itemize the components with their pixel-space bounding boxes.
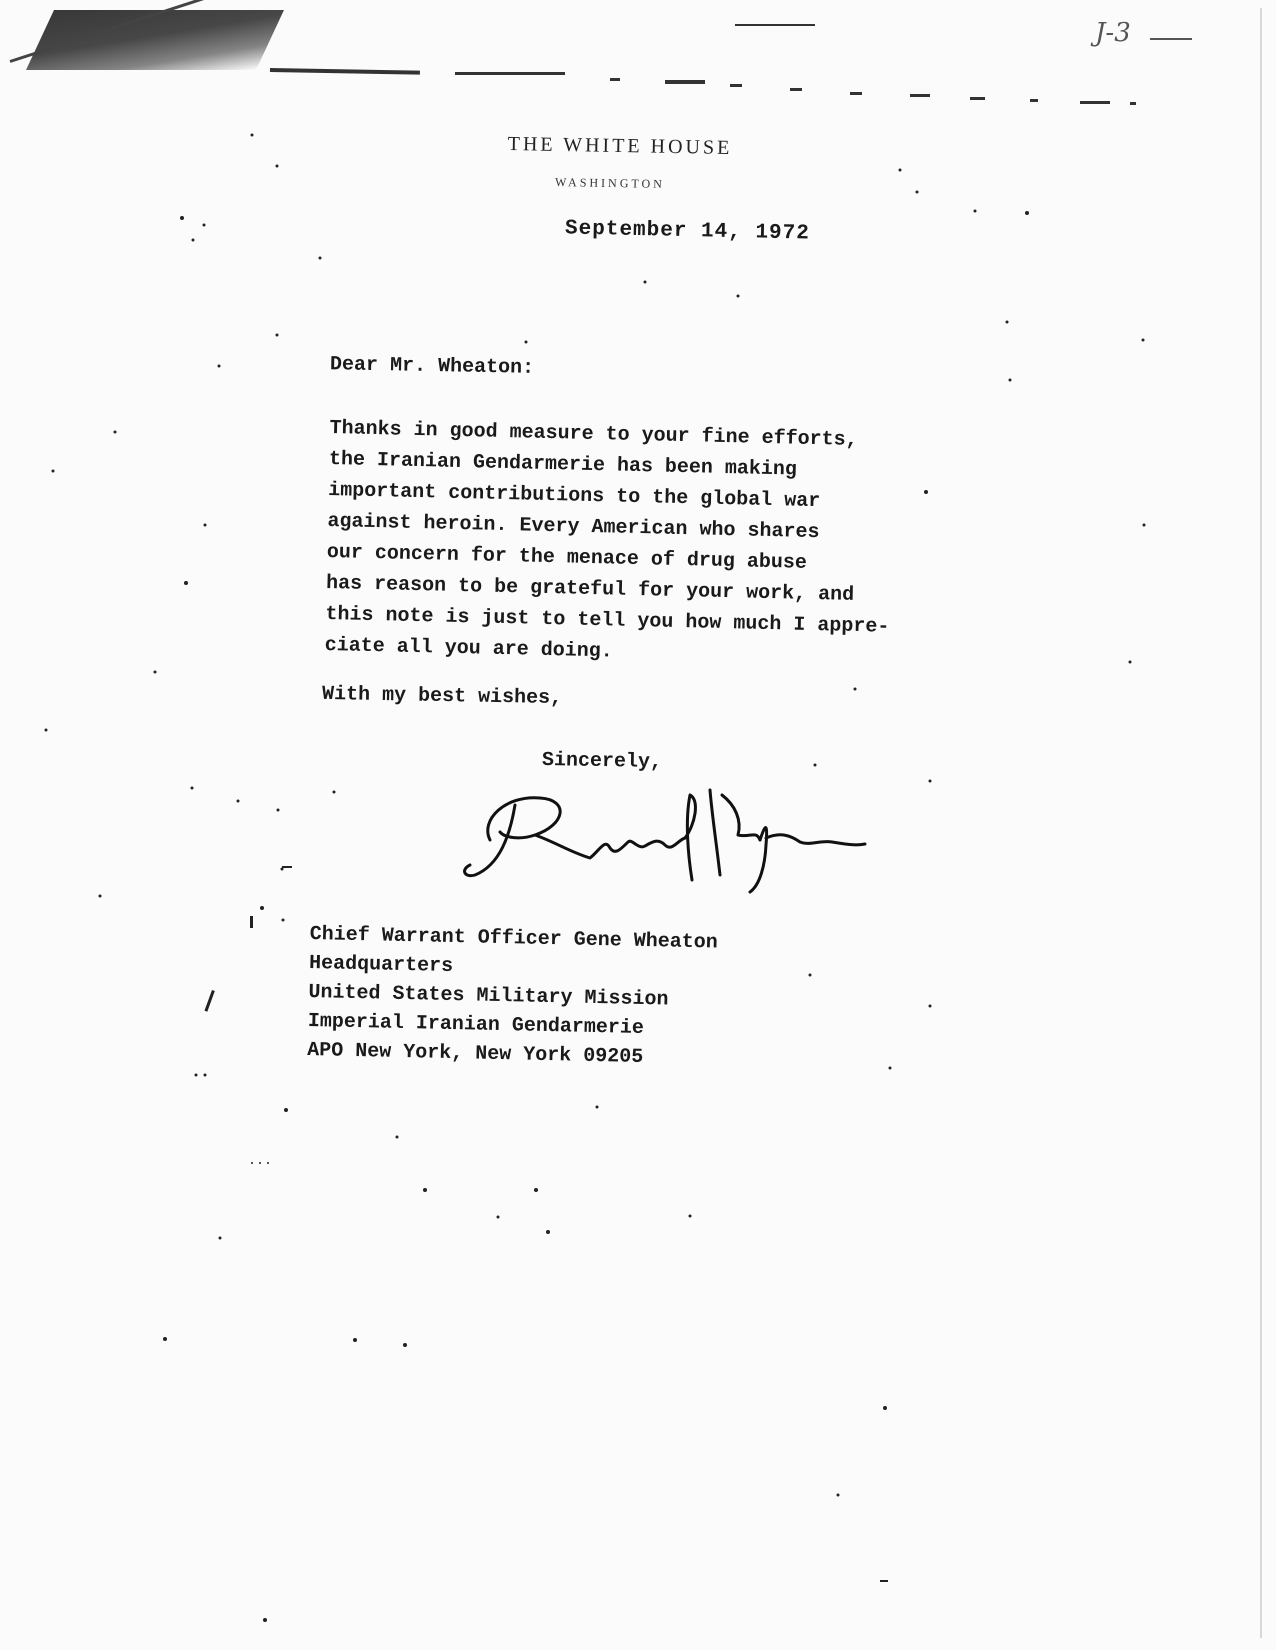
handwritten-signature <box>460 780 880 900</box>
body-line: this note is just to tell you how much I appre- <box>325 602 890 639</box>
top-dash <box>735 24 815 26</box>
scan-edge <box>1260 8 1262 1638</box>
body-line: Thanks in good measure to your fine efforts, <box>329 416 858 452</box>
scan-dash-artifacts <box>250 68 1200 108</box>
address-line: United States Military Mission <box>308 980 669 1012</box>
letter-body <box>324 413 969 675</box>
closing: With my best wishes, <box>321 682 563 711</box>
body-line: the Iranian Gendarmerie has been making <box>328 447 798 482</box>
body-line: our concern for the menace of drug abuse <box>326 540 808 575</box>
page-mark-underline <box>1150 38 1192 40</box>
scan-smudge <box>26 10 284 70</box>
body-line: has reason to be grateful for your work, and <box>325 571 855 607</box>
letter-date: September 14, 1972 <box>564 217 811 246</box>
address-line: Chief Warrant Officer Gene Wheaton <box>309 922 718 955</box>
salutation: Dear Mr. Wheaton: <box>329 353 535 380</box>
body-line: important contributions to the global war <box>327 478 821 514</box>
letterhead-title: THE WHITE HOUSE <box>507 133 733 159</box>
address-line: APO New York, New York 09205 <box>307 1038 644 1070</box>
page-mark: J-3 <box>1095 18 1131 48</box>
recipient-address <box>307 920 850 1076</box>
address-line: Imperial Iranian Gendarmerie <box>307 1009 645 1041</box>
address-line: Headquarters <box>308 951 454 979</box>
body-line: against heroin. Every American who shares <box>327 509 820 545</box>
letterhead-city: WASHINGTON <box>555 175 666 191</box>
body-line: ciate all you are doing. <box>324 633 613 664</box>
sign-off: Sincerely, <box>541 748 663 775</box>
